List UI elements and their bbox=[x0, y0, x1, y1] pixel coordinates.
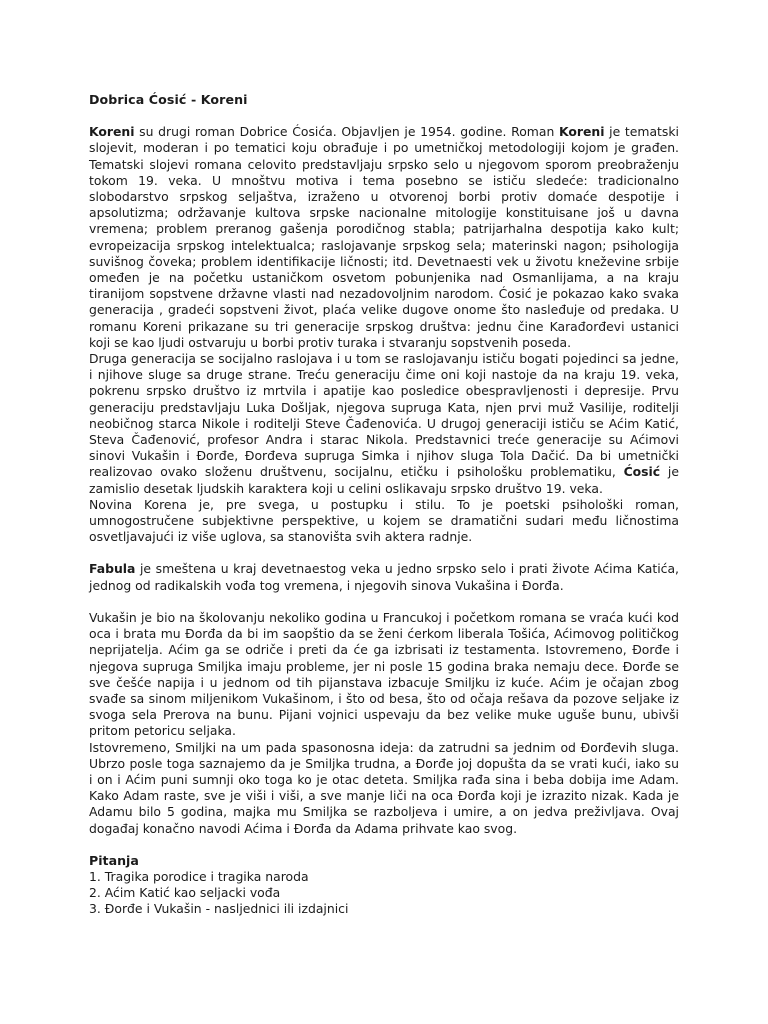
paragraph-text: Druga generacija se socijalno raslojava i u tom se raslojavanju ističu bogati pojedinci sa jedne, i njihove sluge sa druge strane. Treću generaciju čime oni koji nastoje da na kraju 19. veka, pokrenu srpsko društvo iz mrtvila i apatije kao posledice obespravljenosti i depresije. Prvu generaciju predstavljaju Luka Došljak, njegova supruga Kata, njen prvi muž Vasilije, roditelji neobičnog starca Nikole i roditelji Steve Čađenovića. U drugoj generaciji ističu se Aćim Katić, Steva Čađenović, profesor Andra i starac Nikola. Predstavnici treće generacije su Aćimovi sinovi Vukašin i Đorđe, Đorđeva supruga Simka i njihov sluga Tola Dačić. Da bi umetnički realizovao ovako složenu društvenu, socijalnu, etičku i psihološku problematiku, bbox=[89, 351, 679, 480]
question-item: 1. Tragika porodice i tragika naroda bbox=[89, 868, 309, 884]
paragraph-text: je smeštena u kraj devetnaestog veka u jedno srpsko selo i prati živote Aćima Katića, jednog od radikalskih vođa tog vremena, i njegovih sinova Vukašina i Đorđa. bbox=[89, 561, 679, 593]
document-page bbox=[89, 92, 679, 918]
question-item: 3. Đorđe i Vukašin - nasljednici ili izdajnici bbox=[89, 901, 349, 917]
question-item: 2. Aćim Katić kao seljacki vođa bbox=[89, 885, 281, 901]
paragraph-fabula bbox=[89, 561, 679, 593]
questions-heading: Pitanja bbox=[89, 852, 139, 868]
paragraph-text: je tematski slojevit, moderan i po tematici koju obrađuje i po umetničkoj metodologiji kojom je građen. Tematski slojevi romana celovito predstavljaju srpsko selo u njegovom sporom preobraženju tokom 19. veka. U mnoštvu motiva i tema posebno se ističu sledeće: tradicionalno slobodarstvo srpskog seljaštva, izraženo u otvorenoj borbi protiv domaće despotije i apsolutizma; održavanje kultova srpske nacionalne mitologije konstituisane još u davna vremena; problem preranog gašenja porodičnog stabla; patrijarhalna despotija kako kult; evropeizacija srpskog intelektualca; raslojavanje srpskog sela; materinski nagon; psihologija suvišnog čoveka; problem identifikacije ličnosti; itd. Devetnaesti vek u životu kneževine srbije omeđen je na početku ustaničkom osvetom pobunjenika nad Osmanlijama, a na kraju tiranijom sopstvene državne vlasti nad nezadovoljnim narodom. Ćosić je pokazao kako svaka generacija , gradeći sopstveni život, plaća velike dugove onome što nasleđuje od predaka. U romanu Koreni prikazane su tri generacije srpskog društva: jednu čine Karađorđevi ustanici koji se kao ljudi ostvaruju u borbi protiv turaka i stvaranju sopstvenih poseda. bbox=[89, 124, 679, 350]
spacer bbox=[89, 837, 679, 853]
spacer bbox=[89, 545, 679, 561]
paragraph-plot-vukasin: Vukašin je bio na školovanju nekoliko godina u Francukoj i početkom romana se vraća kući kod oca i brata mu Đorđa da bi im saopštio da se ženi ćerkom liberala Tošića, Aćimovog političkog neprijatelja. Aćim ga se odriče i preti da će ga izbrisati iz testamenta. Istovremeno, Đorđe i njegova supruga Smiljka imaju probleme, jer ni posle 15 godina braka nemaju dece. Đorđe se sve češće napija i u jednom od tih pijanstava izbacuje Smiljku iz kuće. Aćim je očajan zbog svađe sa sinom miljenikom Vukašinom, i što od besa, što od očaja rešava da pozove seljake iz svoga sela Prerova na bunu. Pijani vojnici uspevaju da bez velike muke uguše bunu, ubivši pritom petoricu seljaka. bbox=[89, 609, 679, 739]
bold-term: Fabula bbox=[89, 561, 136, 577]
bold-term: Koreni bbox=[89, 124, 135, 140]
paragraph-text: je zamislio desetak ljudskih karaktera koji u celini oslikavaju srpsko društvo 19. veka. bbox=[89, 464, 679, 496]
paragraph-intro bbox=[89, 124, 679, 351]
paragraph-style: Novina Korena je, pre svega, u postupku i stilu. To je poetski psihološki roman, umnogostručene subjektivne perspektive, u kojem se dramatični sudari među ličnostima osvetljavajući iz više uglova, sa stanovišta svih aktera radnje. bbox=[89, 496, 679, 545]
document-title: Dobrica Ćosić - Koreni bbox=[89, 92, 248, 107]
bold-term: Ćosić bbox=[623, 464, 661, 480]
spacer bbox=[89, 594, 679, 610]
paragraph-generations bbox=[89, 351, 679, 497]
paragraph-text: su drugi roman Dobrice Ćosića. Objavljen je 1954. godine. Roman bbox=[134, 124, 559, 140]
bold-term: Koreni bbox=[559, 124, 605, 140]
paragraph-plot-smiljka: Istovremeno, Smiljki na um pada spasonosna ideja: da zatrudni sa jednim od Đorđevih sluga. Ubrzo posle toga saznajemo da je Smiljka trudna, a Đorđe joj dopušta da se vrati kući, iako su i on i Aćim puni sumnji oko toga ko je otac deteta. Smiljka rađa sina i beba dobija ime Adam. Kako Adam raste, sve je viši i viši, a sve manje liči na oca Đorđa koji je izrazito nizak. Kada je Adamu bilo 5 godina, majka mu Smiljka se razboljeva i umire, a on jedva preživljava. Ovaj događaj konačno navodi Aćima i Đorđa da Adama prihvate kao svog. bbox=[89, 739, 679, 836]
